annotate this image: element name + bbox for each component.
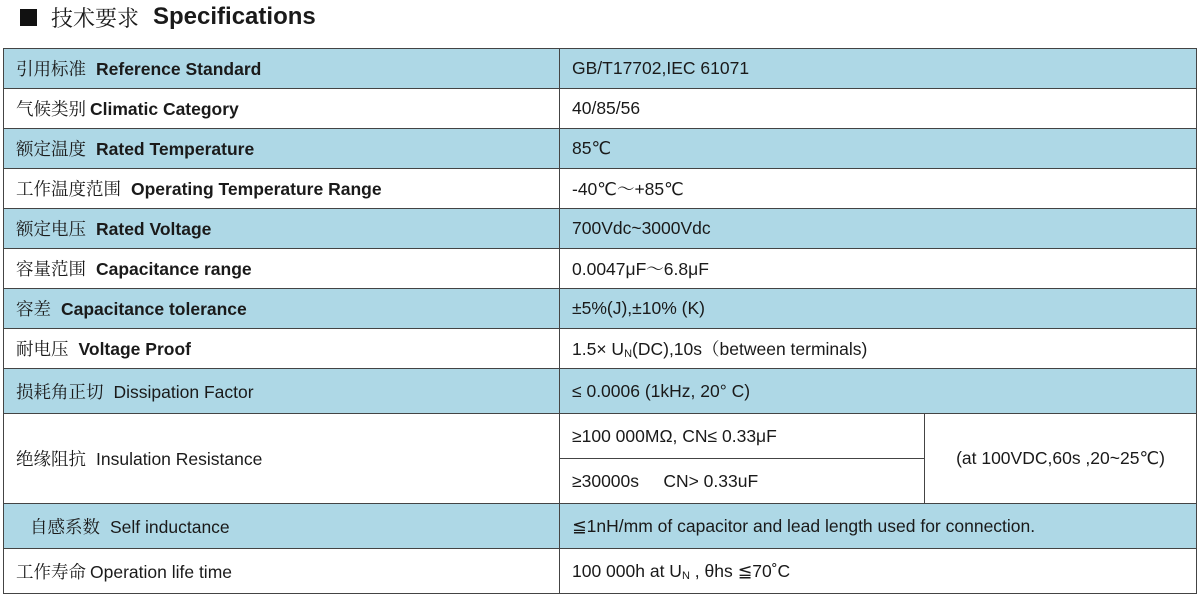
table-row: [4, 249, 1197, 289]
label-zh: 损耗角正切: [16, 381, 104, 402]
spec-value: 0.0047μF～6.8μF: [560, 249, 1197, 289]
spec-value: ≥30000s CN> 0.33uF: [560, 459, 925, 504]
label-zh: 绝缘阻抗: [16, 449, 86, 469]
value-text: 100 000h at U: [572, 560, 682, 581]
heading-chinese: 技术要求: [51, 5, 140, 31]
table-row: [4, 169, 1197, 209]
table-row: [4, 549, 1197, 594]
spec-label: [4, 369, 560, 414]
spec-label: [4, 549, 560, 594]
table-row: [4, 129, 1197, 169]
label-en: Rated Temperature: [96, 139, 255, 159]
spec-label: [4, 49, 560, 89]
table-row: [4, 89, 1197, 129]
label-zh: 容量范围: [16, 259, 86, 279]
spec-label: [4, 169, 560, 209]
spec-value: ≥100 000MΩ, CN≤ 0.33μF: [560, 414, 925, 459]
table-row: [4, 414, 1197, 459]
label-en: Reference Standard: [96, 59, 262, 79]
label-en: Voltage Proof: [78, 339, 191, 359]
spec-value: GB/T17702,IEC 61071: [560, 49, 1197, 89]
spec-value: ≤ 0.0006 (1kHz, 20° C): [560, 369, 1197, 414]
section-heading: [20, 2, 316, 32]
spec-label: [4, 89, 560, 129]
label-zh: 工作温度范围: [16, 179, 121, 199]
label-en: Rated Voltage: [96, 219, 212, 239]
spec-value: ≦1nH/mm of capacitor and lead length used for connection.: [560, 504, 1197, 549]
spec-label: [4, 209, 560, 249]
value-text: (DC),10s（between terminals): [632, 339, 868, 359]
table-row: [4, 289, 1197, 329]
label-zh: 耐电压: [16, 339, 69, 359]
heading-english: Specifications: [153, 3, 316, 30]
label-zh: 引用标准: [16, 59, 86, 79]
spec-label: [4, 504, 560, 549]
spec-note: (at 100VDC,60s ,20~25℃): [925, 414, 1197, 504]
spec-value: 700Vdc~3000Vdc: [560, 209, 1197, 249]
subscript-text: N: [624, 348, 633, 360]
label-zh: 气候类别: [16, 99, 86, 119]
label-zh: 工作寿命: [16, 561, 86, 582]
table-row: [4, 504, 1197, 549]
value-text: 1.5× U: [572, 339, 625, 359]
table-row: [4, 369, 1197, 414]
label-en: Insulation Resistance: [96, 449, 263, 469]
label-zh: 容差: [16, 299, 51, 319]
spec-value: 40/85/56: [560, 89, 1197, 129]
spec-value: [560, 329, 1197, 369]
label-zh: 额定电压: [16, 219, 86, 239]
label-en: Self inductance: [110, 516, 230, 537]
label-zh: 额定温度: [16, 139, 86, 159]
spec-value: -40℃～+85℃: [560, 169, 1197, 209]
spec-value: 85℃: [560, 129, 1197, 169]
label-en: Climatic Category: [90, 99, 239, 119]
spec-label: [4, 414, 560, 504]
specifications-table: [3, 48, 1197, 594]
subscript-text: N: [681, 569, 690, 582]
square-bullet-icon: [20, 9, 37, 26]
table-row: [4, 329, 1197, 369]
table-row: [4, 49, 1197, 89]
spec-value: [560, 549, 1197, 594]
value-text: , θhs ≦70˚C: [689, 560, 791, 581]
label-en: Dissipation Factor: [113, 381, 254, 402]
spec-label: [4, 289, 560, 329]
spec-value: ±5%(J),±10% (K): [560, 289, 1197, 329]
label-en: Capacitance tolerance: [61, 299, 247, 319]
table-row: [4, 209, 1197, 249]
spec-label: [4, 329, 560, 369]
label-en: Operation life time: [90, 561, 233, 582]
label-zh: 自感系数: [30, 516, 100, 537]
spec-label: [4, 249, 560, 289]
label-en: Capacitance range: [96, 259, 252, 279]
label-en: Operating Temperature Range: [131, 179, 382, 199]
spec-label: [4, 129, 560, 169]
